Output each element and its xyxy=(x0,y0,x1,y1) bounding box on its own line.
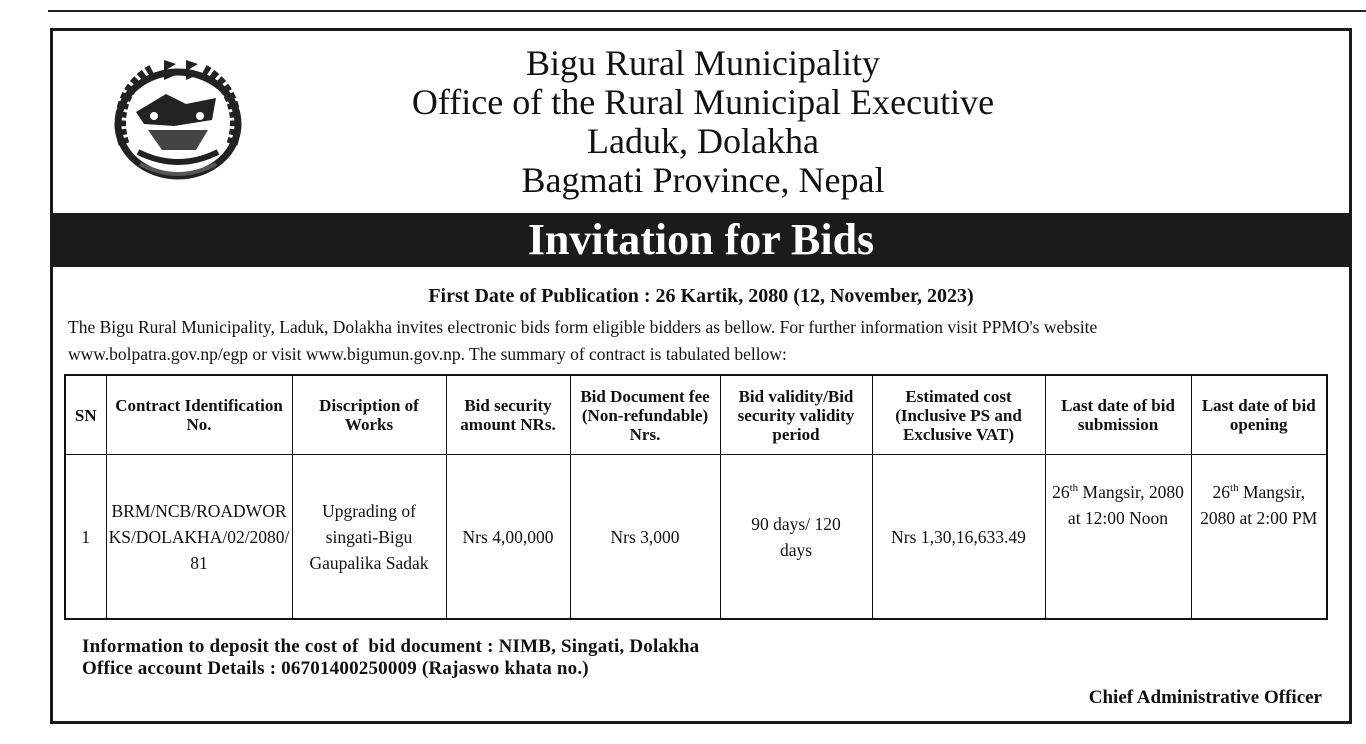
cell-contract-id: BRM/NCB/ROADWORKS/DOLAKHA/02/2080/81 xyxy=(106,455,292,620)
header-last-opening: Last date of bid opening xyxy=(1191,375,1327,455)
cell-estimated-cost: Nrs 1,30,16,633.49 xyxy=(872,455,1045,620)
banner-title: Invitation for Bids xyxy=(527,215,875,264)
table-row xyxy=(65,455,1327,620)
cell-bid-security: Nrs 4,00,000 xyxy=(446,455,570,620)
account-details: Office account Details : 06701400250009 (Rajaswo khata no.) xyxy=(82,658,589,679)
intro-paragraph xyxy=(68,314,1338,368)
opening-ordinal: th xyxy=(1230,482,1239,495)
deposit-info: Information to deposit the cost of bid document : NIMB, Singati, Dolakha xyxy=(82,636,700,657)
cell-validity: 90 days/ 120 days xyxy=(720,455,872,620)
header-location: Laduk, Dolakha xyxy=(587,121,819,161)
deposit-info-block xyxy=(82,636,982,680)
signatory-title: Chief Administrative Officer xyxy=(1088,687,1322,708)
opening-day: 26 xyxy=(1212,482,1231,502)
header-last-submission: Last date of bid submission xyxy=(1045,375,1191,455)
submission-day: 26 xyxy=(1052,482,1070,502)
submission-ordinal: th xyxy=(1069,482,1079,495)
header-doc-fee: Bid Document fee (Non-refundable) Nrs. xyxy=(570,375,720,455)
cell-description: Upgrading of singati-Bigu Gaupalika Sadak xyxy=(292,455,446,620)
header-estimated-cost: Estimated cost (Inclusive PS and Exclusive VAT) xyxy=(872,375,1045,455)
header-office-name: Office of the Rural Municipal Executive xyxy=(411,82,995,122)
cell-doc-fee: Nrs 3,000 xyxy=(570,455,720,620)
nepal-emblem-logo xyxy=(104,54,252,190)
invitation-banner xyxy=(50,213,1352,267)
header-validity: Bid validity/Bid security validity period xyxy=(720,375,872,455)
publication-date: First Date of Publication : 26 Kartik, 2080 (12, November, 2023) xyxy=(428,285,974,307)
contract-summary-table xyxy=(64,374,1328,620)
top-rule xyxy=(48,10,1366,12)
header-sn: SN xyxy=(65,375,106,455)
header-province: Bagmati Province, Nepal xyxy=(521,160,885,200)
cell-sn: 1 xyxy=(65,455,106,620)
header-description: Discription of Works xyxy=(292,375,446,455)
municipality-header xyxy=(300,44,1106,200)
table-header-row xyxy=(65,375,1327,455)
opening-details: Mangsir, 2080 at 2:00 PM xyxy=(1200,482,1318,528)
header-bid-security: Bid security amount NRs. xyxy=(446,375,570,455)
cell-last-opening xyxy=(1191,455,1327,620)
submission-details: Mangsir, 2080 at 12:00 Noon xyxy=(1067,482,1184,528)
intro-line-2: www.bolpatra.gov.np/egp or visit www.bigumun.gov.np. The summary of contract is tabulated bellow: xyxy=(68,344,787,364)
header-contract-id: Contract Identification No. xyxy=(106,375,292,455)
cell-last-submission xyxy=(1045,455,1191,620)
intro-line-1: The Bigu Rural Municipality, Laduk, Dolakha invites electronic bids form eligible bidders as bellow. For further information visit PPMO's website xyxy=(68,317,1098,337)
header-municipality-name: Bigu Rural Municipality xyxy=(526,43,880,83)
